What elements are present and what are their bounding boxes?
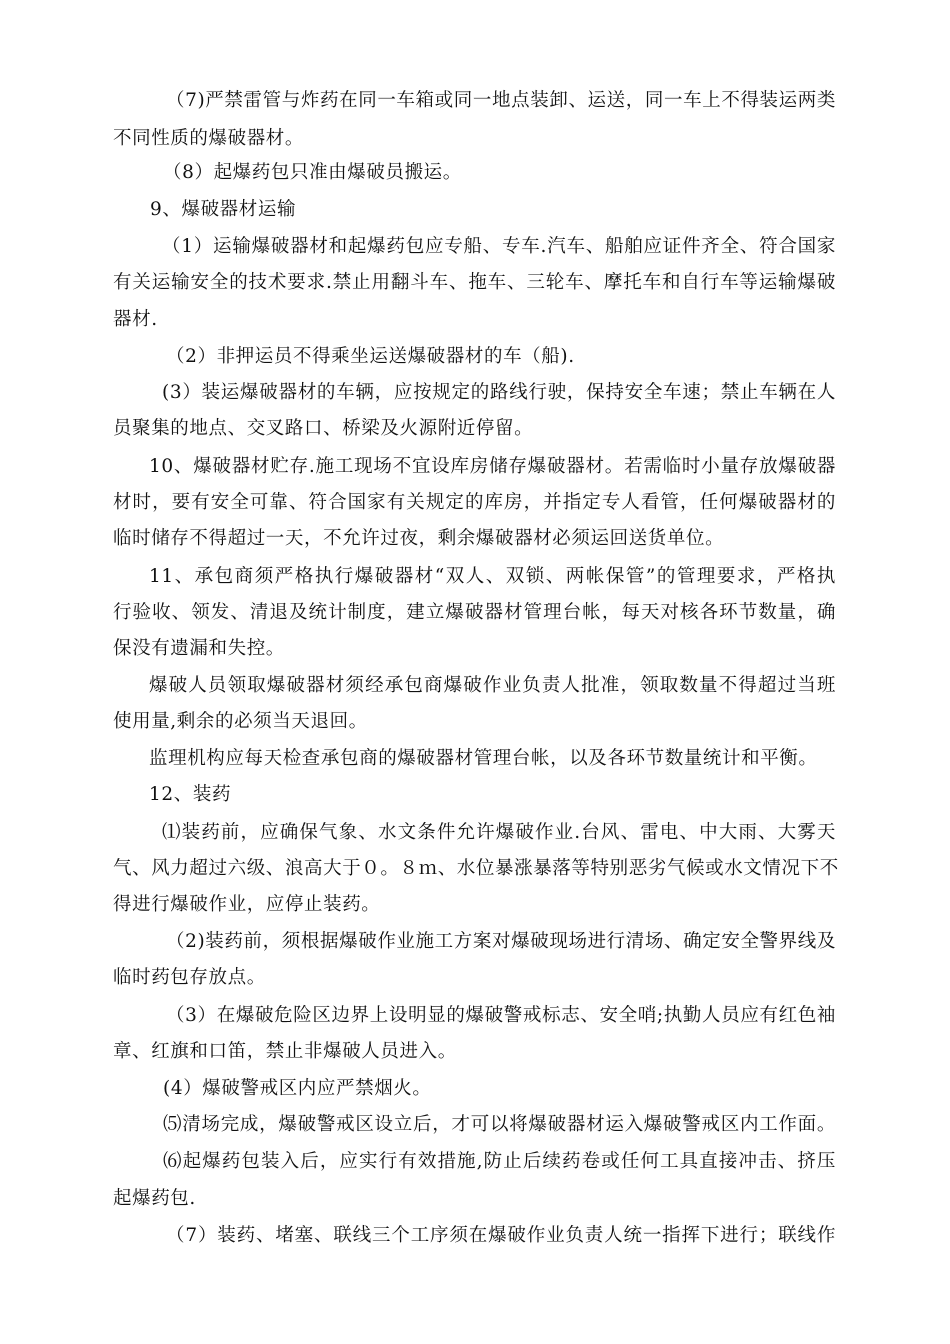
text-line: 保没有遗漏和失控。 xyxy=(113,638,285,659)
text-line: 器材. xyxy=(113,309,158,330)
text-line: 员聚集的地点、交叉路口、桥梁及火源附近停留。 xyxy=(113,418,534,439)
text-line: 10、爆破器材贮存.施工现场不宜设库房储存爆破器材。若需临时小量存放爆破器 xyxy=(149,456,836,477)
text-line: 监理机构应每天检查承包商的爆破器材管理台帐，以及各环节数量统计和平衡。 xyxy=(149,748,818,769)
text-line: ⑹起爆药包装入后，应实行有效措施,防止后续药卷或任何工具直接冲击、挤压 xyxy=(163,1151,836,1172)
text-line: 11、承包商须严格执行爆破器材“双人、双锁、两帐保管”的管理要求，严格执 xyxy=(149,566,836,587)
text-line: （7）装药、堵塞、联线三个工序须在爆破作业负责人统一指挥下进行；联线作 xyxy=(166,1225,836,1246)
section-heading: 9、爆破器材运输 xyxy=(150,199,297,220)
text-line: ⑸清场完成，爆破警戒区设立后，才可以将爆破器材运入爆破警戒区内工作面。 xyxy=(163,1114,836,1135)
text-line: 得进行爆破作业，应停止装药。 xyxy=(113,894,381,915)
text-line: ⑴装药前，应确保气象、水文条件允许爆破作业.台风、雷电、中大雨、大雾天 xyxy=(162,822,836,843)
text-line: 行验收、领发、清退及统计制度，建立爆破器材管理台帐，每天对核各环节数量，确 xyxy=(113,602,836,623)
text-line: 爆破人员领取爆破器材须经承包商爆破作业负责人批准，领取数量不得超过当班 xyxy=(149,675,836,696)
text-line: 不同性质的爆破器材。 xyxy=(113,128,305,149)
text-line: （1）运输爆破器材和起爆药包应专船、专车.汽车、船舶应证件齐全、符合国家 xyxy=(162,236,836,257)
text-line: 材时，要有安全可靠、符合国家有关规定的库房，并指定专人看管，任何爆破器材的 xyxy=(113,492,836,513)
text-line: 章、红旗和口笛，禁止非爆破人员进入。 xyxy=(113,1041,457,1062)
text-line: （2)装药前，须根据爆破作业施工方案对爆破现场进行清场、确定安全警界线及 xyxy=(166,931,836,952)
text-line: 气、风力超过六级、浪高大于０。８ｍ、水位暴涨暴落等特别恶劣气候或水文情况下不 xyxy=(113,858,839,879)
text-line: 使用量,剩余的必须当天退回。 xyxy=(113,711,368,732)
text-line: （2）非押运员不得乘坐运送爆破器材的车（船). xyxy=(166,346,575,367)
text-line: 临时储存不得超过一天，不允许过夜，剩余爆破器材必须运回送货单位。 xyxy=(113,528,725,549)
text-line: （8）起爆药包只准由爆破员搬运。 xyxy=(163,162,462,183)
text-line: （3）在爆破危险区边界上设明显的爆破警戒标志、安全哨;执勤人员应有红色袖 xyxy=(166,1005,836,1026)
text-line: 临时药包存放点。 xyxy=(113,967,266,988)
text-line: 有关运输安全的技术要求.禁止用翻斗车、拖车、三轮车、摩托车和自行车等运输爆破 xyxy=(113,272,836,293)
text-line: （7)严禁雷管与炸药在同一车箱或同一地点装卸、运送，同一车上不得装运两类 xyxy=(166,90,836,111)
section-heading: 12、装药 xyxy=(149,784,232,805)
text-line: (4）爆破警戒区内应严禁烟火。 xyxy=(163,1078,432,1099)
text-line: (3）装运爆破器材的车辆，应按规定的路线行驶，保持安全车速；禁止车辆在人 xyxy=(162,382,836,403)
text-line: 起爆药包. xyxy=(113,1188,196,1209)
